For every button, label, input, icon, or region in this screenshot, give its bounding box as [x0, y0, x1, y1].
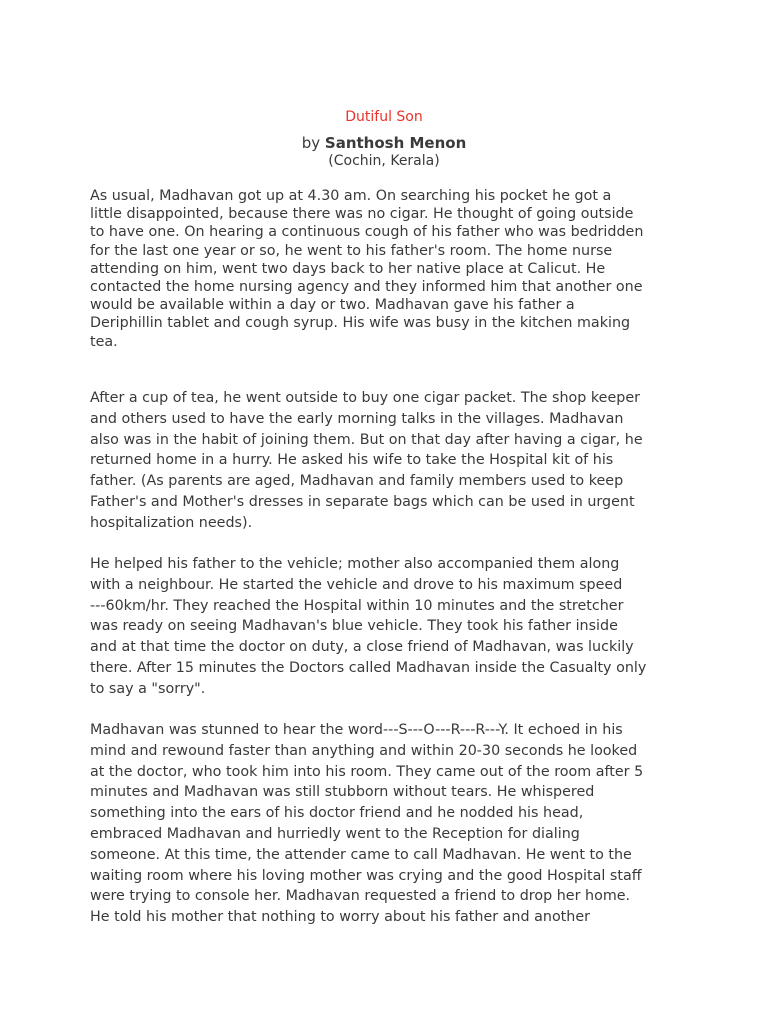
paragraph-3: He helped his father to the vehicle; mother also accompanied them along with a neighbour. He started the vehicle and drove to his maximum speed ---60km/hr. They reached the Hospital within 10 minutes and the stretcher was ready on seeing Madhavan's blue vehicle. They took his father inside and at that time the doctor on duty, a close friend of Madhavan, was luckily there. After 15 minutes the Doctors called Madhavan inside the Casualty only to say a "sorry".	[90, 556, 647, 697]
document-title: Dutiful Son	[345, 109, 423, 125]
author-name: Santhosh Menon	[324, 134, 467, 152]
author-location: (Cochin, Kerala)	[328, 153, 440, 169]
paragraph-1: As usual, Madhavan got up at 4.30 am. On searching his pocket he got a little disappointed, because there was no cigar. He thought of going outside to have one. On hearing a continuous cough of his father who was bedridden for the last one year or so, he went to his father's room. The home nurse attending on him, went two days back to her native place at Calicut. He contacted the home nursing agency and they informed him that another one would be available within a day or two. Madhavan gave his father a Deriphillin tablet and cough syrup. His wife was busy in the kitchen making tea.	[90, 188, 644, 350]
byline	[0, 134, 768, 152]
paragraph-4: Madhavan was stunned to hear the word---S---O---R---R---Y. It echoed in his mind and rewound faster than anything and within 20-30 seconds he looked at the doctor, who took him into his room. They came out of the room after 5 minutes and Madhavan was still stubborn without tears. He whispered something into the ears of his doctor friend and he nodded his head, embraced Madhavan and hurriedly went to the Reception for dialing someone. At this time, the attender came to call Madhavan. He went to the waiting room where his loving mother was crying and the good Hospital staff were trying to console her. Madhavan requested a friend to drop her home. He told his mother that nothing to worry about his father and another	[90, 722, 644, 926]
byline-prefix: by	[301, 134, 325, 152]
paragraph-2: After a cup of tea, he went outside to buy one cigar packet. The shop keeper and others used to have the early morning talks in the villages. Madhavan also was in the habit of joining them. But on that day after having a cigar, he returned home in a hurry. He asked his wife to take the Hospital kit of his father. (As parents are aged, Madhavan and family members used to keep Father's and Mother's dresses in separate bags which can be used in urgent hospitalization needs).	[90, 390, 643, 531]
